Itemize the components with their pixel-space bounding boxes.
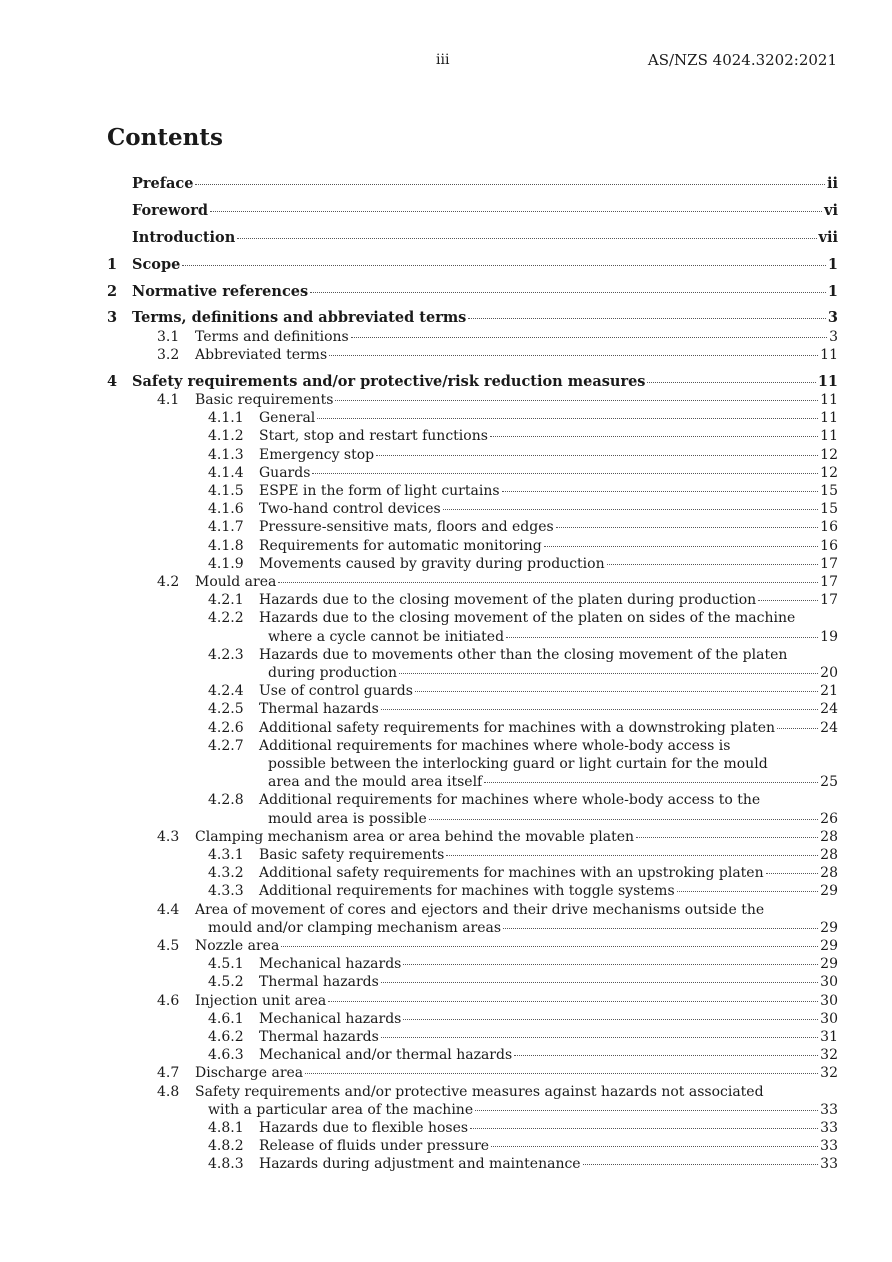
- toc-entry-number: 4.8.2: [208, 1138, 244, 1155]
- toc-entry-title-line: Additional safety requirements for machines with a downstroking platen: [259, 719, 775, 736]
- toc-entry[interactable]: [107, 737, 838, 792]
- toc-entry-page: 19: [820, 628, 838, 645]
- dot-leader: [328, 1001, 818, 1002]
- toc-entry[interactable]: [107, 518, 838, 536]
- dot-leader: [310, 292, 826, 293]
- toc-entry-page: ii: [826, 175, 838, 192]
- toc-entry-number: 4.3.3: [208, 883, 244, 900]
- toc-entry[interactable]: [107, 537, 838, 555]
- toc-entry-title-line: Additional requirements for machines with toggle systems: [259, 883, 675, 900]
- toc-entry-page: 12: [820, 446, 838, 463]
- toc-entry-number: 4.8.3: [208, 1156, 244, 1173]
- dot-leader: [607, 564, 819, 565]
- toc-entry-number: 4.3.1: [208, 847, 244, 864]
- toc-entry-page: 15: [820, 482, 838, 499]
- toc-entry-page: 31: [820, 1029, 838, 1046]
- toc-entry-title-line: Thermal hazards: [259, 974, 379, 991]
- toc-entry-page: 11: [820, 346, 838, 363]
- toc-entry[interactable]: [107, 500, 838, 518]
- toc-entry[interactable]: [107, 1137, 838, 1155]
- toc-entry-number: 4.5: [157, 938, 180, 955]
- toc-entry-number: 4.1: [157, 391, 180, 408]
- document-id: AS/NZS 4024.3202:2021: [647, 51, 837, 69]
- toc-entry-page: 11: [820, 391, 838, 408]
- toc-entry-title-line: Thermal hazards: [259, 1029, 379, 1046]
- dot-leader: [583, 1164, 819, 1165]
- toc-entry[interactable]: [107, 700, 838, 718]
- toc-entry-number: 4.5.1: [208, 956, 244, 973]
- toc-entry-page: 30: [820, 974, 838, 991]
- toc-entry-title-line: Start, stop and restart functions: [259, 428, 488, 445]
- toc-entry-page: 3: [829, 328, 838, 345]
- toc-entry[interactable]: [107, 791, 838, 827]
- toc-entry[interactable]: [107, 1083, 838, 1119]
- toc-entry[interactable]: [107, 409, 838, 427]
- toc-entry[interactable]: [107, 973, 838, 991]
- toc-entry[interactable]: [107, 937, 838, 955]
- toc-entry-title-line: Basic requirements: [195, 391, 334, 408]
- dot-leader: [376, 455, 818, 456]
- toc-entry-title-line: Nozzle area: [195, 938, 280, 955]
- toc-entry-number: 4.2.2: [208, 610, 244, 627]
- dot-leader: [647, 382, 815, 383]
- dot-leader: [490, 436, 818, 437]
- toc-entry-page: 32: [820, 1047, 838, 1064]
- dot-leader: [544, 546, 818, 547]
- toc-entry-page: 3: [827, 309, 838, 327]
- table-of-contents: [107, 175, 838, 1174]
- toc-entry-title-line: Hazards due to the closing movement of the platen on sides of the machine: [259, 610, 796, 627]
- toc-entry-page: 20: [820, 665, 838, 681]
- toc-entry-number: 4.1.4: [208, 464, 244, 481]
- toc-entry-page: 16: [820, 519, 838, 536]
- toc-entry-number: 4.1.5: [208, 482, 244, 499]
- toc-entry-page: 17: [820, 573, 838, 590]
- dot-leader: [403, 964, 818, 965]
- toc-entry-page: 29: [820, 919, 838, 936]
- dot-leader: [312, 473, 818, 474]
- toc-entry-page: 24: [820, 701, 838, 718]
- toc-entry-title-line: mould and/or clamping mechanism areas: [208, 919, 502, 936]
- toc-entry-page: 28: [820, 828, 838, 845]
- toc-entry[interactable]: [107, 573, 838, 591]
- toc-entry-title-line: Hazards during adjustment and maintenance: [259, 1156, 581, 1173]
- toc-entry-title-line: Release of fluids under pressure: [259, 1138, 490, 1155]
- toc-entry-page: 29: [820, 956, 838, 973]
- dot-leader: [777, 728, 818, 729]
- toc-entry-page: 16: [820, 537, 838, 554]
- toc-entry[interactable]: [107, 955, 838, 973]
- toc-entry-page: 28: [820, 847, 838, 864]
- toc-entry[interactable]: [107, 328, 838, 346]
- toc-entry-number: 4.8.1: [208, 1120, 244, 1137]
- toc-entry-title-line: Mould area: [195, 573, 277, 590]
- toc-entry-title-line: Additional safety requirements for machines with an upstroking platen: [259, 865, 764, 882]
- toc-entry-number: 3: [107, 309, 118, 327]
- toc-entry-title-line: Abbreviated terms: [195, 346, 328, 363]
- toc-entry[interactable]: [107, 283, 838, 301]
- dot-leader: [329, 355, 818, 356]
- dot-leader: [305, 1073, 818, 1074]
- dot-leader: [381, 709, 818, 710]
- toc-entry-number: 4: [107, 372, 118, 390]
- dot-leader: [677, 891, 819, 892]
- toc-entry-title-line: Use of control guards: [259, 683, 413, 700]
- toc-entry-page: 15: [820, 501, 838, 518]
- toc-entry-title-line: Preface: [132, 175, 194, 192]
- toc-entry-number: 4.1.2: [208, 428, 244, 445]
- page-number: iii: [436, 52, 450, 68]
- toc-entry-page: 33: [820, 1156, 838, 1173]
- dot-leader: [484, 782, 818, 783]
- dot-leader: [429, 819, 818, 820]
- toc-entry-page: 12: [820, 464, 838, 481]
- toc-entry-page: 30: [820, 1010, 838, 1027]
- toc-entry-title-line: Hazards due to movements other than the closing movement of the platen: [259, 646, 788, 663]
- toc-entry-number: 2: [107, 282, 118, 300]
- toc-entry[interactable]: [107, 256, 838, 274]
- dot-leader: [317, 418, 818, 419]
- toc-entry-number: 4.1.1: [208, 410, 244, 427]
- toc-entry-number: 4.2: [157, 573, 180, 590]
- toc-entry-number: 4.3: [157, 828, 180, 845]
- dot-leader: [468, 318, 826, 319]
- toc-entry-title-line: Guards: [259, 464, 311, 481]
- dot-leader: [443, 509, 818, 510]
- toc-entry-title-line: Mechanical and/or thermal hazards: [259, 1047, 513, 1064]
- toc-entry[interactable]: [107, 901, 838, 937]
- toc-entry[interactable]: [107, 846, 838, 864]
- toc-entry-title-line: Foreword: [132, 201, 208, 219]
- toc-entry-number: 4.8: [157, 1083, 180, 1100]
- toc-entry-page: 30: [820, 992, 838, 1009]
- toc-entry-number: 4.1.9: [208, 555, 244, 572]
- toc-entry-number: 4.2.7: [208, 737, 244, 754]
- toc-entry-number: 4.1.7: [208, 519, 244, 536]
- toc-entry[interactable]: [107, 719, 838, 737]
- toc-entry-page: 29: [820, 883, 838, 900]
- toc-entry-title-line: where a cycle cannot be initiated: [268, 628, 505, 645]
- dot-leader: [636, 837, 818, 838]
- toc-entry[interactable]: [107, 992, 838, 1010]
- toc-entry-page: 11: [820, 428, 838, 445]
- toc-entry-title-line: Area of movement of cores and ejectors and their drive mechanisms outside the: [195, 901, 765, 918]
- toc-entry[interactable]: [107, 202, 838, 220]
- toc-entry-title-line: during production: [268, 665, 398, 681]
- toc-entry-number: 4.6.1: [208, 1010, 244, 1027]
- dot-leader: [502, 491, 819, 492]
- toc-entry[interactable]: [107, 309, 838, 327]
- toc-entry-title-line: mould area is possible: [268, 810, 427, 827]
- toc-entry-page: vii: [818, 228, 838, 246]
- toc-entry-title-line: Hazards due to flexible hoses: [259, 1120, 469, 1137]
- dot-leader: [415, 691, 818, 692]
- page-title: Contents: [107, 124, 223, 151]
- dot-leader: [758, 600, 818, 601]
- toc-entry[interactable]: [107, 229, 838, 247]
- toc-entry[interactable]: [107, 464, 838, 482]
- toc-entry[interactable]: [107, 828, 838, 846]
- toc-entry-title-line: Additional requirements for machines where whole-body access is: [259, 737, 731, 754]
- toc-entry-title-line: Scope: [132, 255, 181, 273]
- toc-entry-title-line: with a particular area of the machine: [208, 1101, 474, 1118]
- toc-entry-title-line: Movements caused by gravity during production: [259, 555, 605, 572]
- toc-entry-title-line: Emergency stop: [259, 446, 375, 463]
- dot-leader: [503, 928, 818, 929]
- toc-entry-number: 4.2.1: [208, 592, 244, 609]
- toc-entry[interactable]: [107, 609, 838, 645]
- toc-entry-title-line: Clamping mechanism area or area behind the movable platen: [195, 828, 635, 845]
- dot-leader: [351, 337, 827, 338]
- toc-entry[interactable]: [107, 482, 838, 500]
- toc-entry-page: 33: [820, 1120, 838, 1137]
- dot-leader: [381, 982, 818, 983]
- toc-entry-number: 4.2.3: [208, 646, 244, 663]
- toc-entry-title-line: General: [259, 410, 316, 427]
- toc-entry-page: 25: [820, 774, 838, 791]
- toc-entry-title-line: Mechanical hazards: [259, 956, 402, 973]
- toc-entry[interactable]: [107, 591, 838, 609]
- toc-entry-number: 4.1.6: [208, 501, 244, 518]
- toc-entry-page: vi: [824, 201, 838, 219]
- toc-entry-page: 1: [827, 282, 838, 300]
- toc-entry-number: 3.1: [157, 328, 180, 345]
- toc-entry[interactable]: [107, 391, 838, 409]
- toc-entry-page: 17: [820, 555, 838, 572]
- dot-leader: [475, 1110, 818, 1111]
- toc-entry[interactable]: [107, 1119, 838, 1137]
- toc-entry-title-line: Additional requirements for machines where whole-body access to the: [259, 792, 761, 809]
- toc-entry-number: 1: [107, 255, 118, 273]
- toc-entry-page: 29: [820, 938, 838, 955]
- dot-leader: [446, 855, 818, 856]
- toc-entry-number: 4.6.2: [208, 1029, 244, 1046]
- dot-leader: [281, 946, 818, 947]
- toc-entry-number: 4.1.8: [208, 537, 244, 554]
- dot-leader: [210, 211, 822, 212]
- toc-entry[interactable]: [107, 864, 838, 882]
- toc-entry-number: 4.4: [157, 901, 180, 918]
- toc-entry-page: 24: [820, 719, 838, 736]
- toc-entry-title-line: Pressure-sensitive mats, floors and edges: [259, 519, 554, 536]
- toc-entry[interactable]: [107, 373, 838, 391]
- toc-entry[interactable]: [107, 1010, 838, 1028]
- toc-entry-page: 1: [827, 255, 838, 273]
- toc-entry-number: 4.3.2: [208, 865, 244, 882]
- dot-leader: [403, 1019, 818, 1020]
- toc-entry[interactable]: [107, 1064, 838, 1082]
- toc-entry-number: 3.2: [157, 346, 180, 363]
- toc-entry-title-line: Thermal hazards: [259, 701, 379, 718]
- toc-entry[interactable]: [107, 427, 838, 445]
- toc-entry-page: 28: [820, 865, 838, 882]
- toc-entry-title-line: Safety requirements and/or protective/risk reduction measures: [132, 372, 646, 390]
- toc-entry-number: 4.6.3: [208, 1047, 244, 1064]
- toc-entry-title-line: Requirements for automatic monitoring: [259, 537, 542, 554]
- dot-leader: [278, 582, 818, 583]
- dot-leader: [766, 873, 819, 874]
- toc-entry-title-line: Safety requirements and/or protective measures against hazards not associated: [195, 1083, 764, 1100]
- toc-entry-page: 11: [820, 410, 838, 427]
- toc-entry-page: 26: [820, 810, 838, 827]
- toc-entry-title-line: Terms and definitions: [195, 328, 349, 345]
- toc-entry-title-line: possible between the interlocking guard or light curtain for the mould: [268, 756, 768, 773]
- toc-entry-page: 33: [820, 1101, 838, 1118]
- toc-entry-title-line: Introduction: [132, 228, 236, 246]
- toc-entry-title-line: Injection unit area: [195, 992, 327, 1009]
- dot-leader: [556, 527, 818, 528]
- toc-entry-page: 33: [820, 1138, 838, 1155]
- dot-leader: [506, 637, 818, 638]
- toc-entry[interactable]: [107, 1028, 838, 1046]
- toc-entry-page: 11: [817, 372, 838, 390]
- dot-leader: [399, 673, 818, 674]
- toc-entry-title-line: Mechanical hazards: [259, 1010, 402, 1027]
- toc-entry-title-line: Normative references: [132, 282, 309, 300]
- toc-entry-page: 21: [820, 683, 838, 700]
- toc-entry[interactable]: [107, 1155, 838, 1173]
- dot-leader: [182, 265, 826, 266]
- toc-entry-title-line: Basic safety requirements: [259, 847, 445, 864]
- toc-entry-number: 4.2.4: [208, 683, 244, 700]
- toc-entry-number: 4.7: [157, 1065, 180, 1082]
- toc-entry[interactable]: [107, 175, 838, 193]
- toc-entry-title-line: Discharge area: [195, 1065, 304, 1082]
- toc-entry-number: 4.2.5: [208, 701, 244, 718]
- toc-entry[interactable]: [107, 646, 838, 682]
- toc-entry-title-line: Two-hand control devices: [259, 501, 441, 518]
- toc-entry[interactable]: [107, 446, 838, 464]
- toc-entry[interactable]: [107, 346, 838, 364]
- dot-leader: [195, 184, 825, 185]
- toc-entry-number: 4.2.8: [208, 792, 244, 809]
- toc-entry-number: 4.1.3: [208, 446, 244, 463]
- toc-entry-title-line: Hazards due to the closing movement of the platen during production: [259, 592, 757, 609]
- toc-entry-number: 4.2.6: [208, 719, 244, 736]
- toc-entry-page: 17: [820, 592, 838, 609]
- toc-entry[interactable]: [107, 882, 838, 900]
- toc-entry-title-line: ESPE in the form of light curtains: [259, 482, 500, 499]
- toc-entry[interactable]: [107, 555, 838, 573]
- dot-leader: [514, 1055, 818, 1056]
- toc-entry[interactable]: [107, 682, 838, 700]
- toc-entry-page: 32: [820, 1065, 838, 1082]
- dot-leader: [491, 1146, 818, 1147]
- toc-entry-number: 4.5.2: [208, 974, 244, 991]
- dot-leader: [335, 400, 818, 401]
- toc-entry-number: 4.6: [157, 992, 180, 1009]
- toc-entry-title-line: Terms, definitions and abbreviated terms: [132, 309, 467, 327]
- toc-entry[interactable]: [107, 1046, 838, 1064]
- dot-leader: [237, 238, 816, 239]
- toc-entry-title-line: area and the mould area itself: [268, 774, 483, 791]
- dot-leader: [381, 1037, 818, 1038]
- dot-leader: [470, 1128, 818, 1129]
